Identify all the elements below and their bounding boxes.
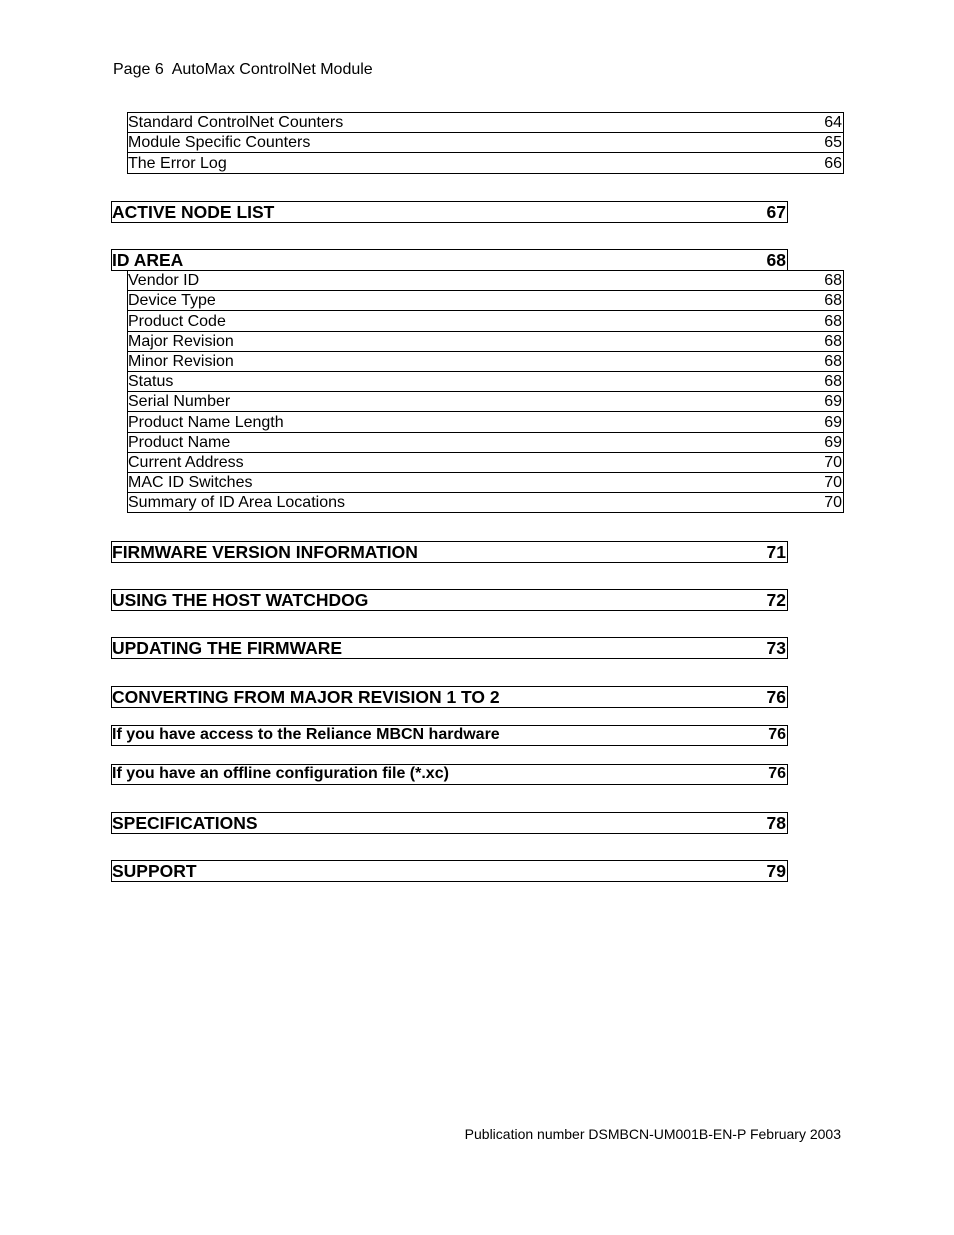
toc-section-page: 76: [768, 726, 786, 743]
toc-entry-page: 69: [824, 413, 842, 431]
toc-section-page: 71: [766, 542, 786, 562]
toc-entry-label: Status: [128, 373, 174, 391]
toc-entry[interactable]: [128, 153, 843, 173]
toc-entry-label: The Error Log: [128, 154, 227, 172]
page-footer: Publication number DSMBCN-UM001B-EN-P February 2003: [464, 1126, 841, 1142]
toc-entry[interactable]: [128, 493, 843, 513]
toc-entry-page: 64: [824, 114, 842, 132]
toc-entry-page: 69: [824, 393, 842, 411]
toc-entry-page: 70: [824, 474, 842, 492]
toc-section-label: SUPPORT: [112, 861, 197, 881]
toc-entry-label: Vendor ID: [128, 272, 200, 290]
toc-section-page: 76: [766, 687, 786, 707]
toc-entry-page: 68: [824, 312, 842, 330]
toc-section-page: 72: [766, 590, 786, 610]
toc-section-label: FIRMWARE VERSION INFORMATION: [112, 542, 418, 562]
toc-section-label: If you have access to the Reliance MBCN hardware: [112, 726, 500, 743]
toc-entry[interactable]: [128, 291, 843, 311]
toc-section-label: SPECIFICATIONS: [112, 813, 258, 833]
toc-entry-label: Product Name Length: [128, 413, 284, 431]
toc-entry[interactable]: [128, 453, 843, 473]
toc-entry[interactable]: [128, 372, 843, 392]
toc-section-firmware-version[interactable]: [111, 541, 788, 563]
toc-section-host-watchdog[interactable]: [111, 589, 788, 611]
toc-section-active-node-list[interactable]: [111, 201, 788, 223]
toc-entry-label: MAC ID Switches: [128, 474, 253, 492]
toc-entry[interactable]: [128, 311, 843, 331]
toc-section-specifications[interactable]: [111, 812, 788, 834]
toc-section-converting[interactable]: [111, 686, 788, 708]
toc-entry-page: 68: [824, 373, 842, 391]
toc-entry-page: 70: [824, 494, 842, 512]
toc-entry-label: Serial Number: [128, 393, 231, 411]
toc-entry-page: 69: [824, 433, 842, 451]
toc-section-label: If you have an offline configuration file (*.xc): [112, 765, 449, 782]
toc-section-page: 79: [766, 861, 786, 881]
toc-entry[interactable]: [128, 433, 843, 453]
toc-section-updating-firmware[interactable]: [111, 637, 788, 659]
toc-entry-page: 68: [824, 292, 842, 310]
toc-subsection-id-area: [127, 270, 844, 513]
toc-entry-page: 68: [824, 272, 842, 290]
toc-section-page: 67: [766, 202, 786, 222]
toc-entry-label: Major Revision: [128, 332, 234, 350]
toc-entry-label: Summary of ID Area Locations: [128, 494, 345, 512]
toc-entry-label: Module Specific Counters: [128, 134, 311, 152]
toc-subsection-counters: [127, 112, 844, 174]
toc-entry-page: 65: [824, 134, 842, 152]
toc-entry-label: Standard ControlNet Counters: [128, 114, 344, 132]
toc-entry[interactable]: [128, 332, 843, 352]
toc-entry-page: 70: [824, 453, 842, 471]
toc-entry-label: Product Name: [128, 433, 231, 451]
page-header: Page 6 AutoMax ControlNet Module: [113, 61, 373, 78]
toc-entry-page: 66: [824, 154, 842, 172]
toc-section-page: 78: [766, 813, 786, 833]
toc-entry-label: Device Type: [128, 292, 216, 310]
toc-entry[interactable]: [128, 412, 843, 432]
toc-entry-label: Minor Revision: [128, 352, 234, 370]
toc-section-label: CONVERTING FROM MAJOR REVISION 1 TO 2: [112, 687, 500, 707]
toc-entry-label: Product Code: [128, 312, 226, 330]
toc-section-label: USING THE HOST WATCHDOG: [112, 590, 369, 610]
toc-section-label: ID AREA: [112, 250, 184, 270]
toc-section-offline-config[interactable]: [111, 764, 788, 785]
toc-entry[interactable]: [128, 473, 843, 493]
toc-section-page: 76: [768, 765, 786, 782]
toc-entry-page: 68: [824, 352, 842, 370]
toc-section-label: ACTIVE NODE LIST: [112, 202, 275, 222]
toc-entry[interactable]: [128, 392, 843, 412]
toc-entry-page: 68: [824, 332, 842, 350]
toc-section-page: 68: [766, 250, 786, 270]
toc-section-page: 73: [766, 638, 786, 658]
toc-entry[interactable]: [128, 113, 843, 133]
toc-section-id-area[interactable]: [111, 249, 788, 271]
toc-section-label: UPDATING THE FIRMWARE: [112, 638, 343, 658]
toc-section-support[interactable]: [111, 860, 788, 882]
toc-section-reliance-hardware[interactable]: [111, 725, 788, 746]
toc-entry[interactable]: [128, 352, 843, 372]
toc-entry-label: Current Address: [128, 453, 244, 471]
toc-entry[interactable]: [128, 271, 843, 291]
toc-entry[interactable]: [128, 133, 843, 153]
